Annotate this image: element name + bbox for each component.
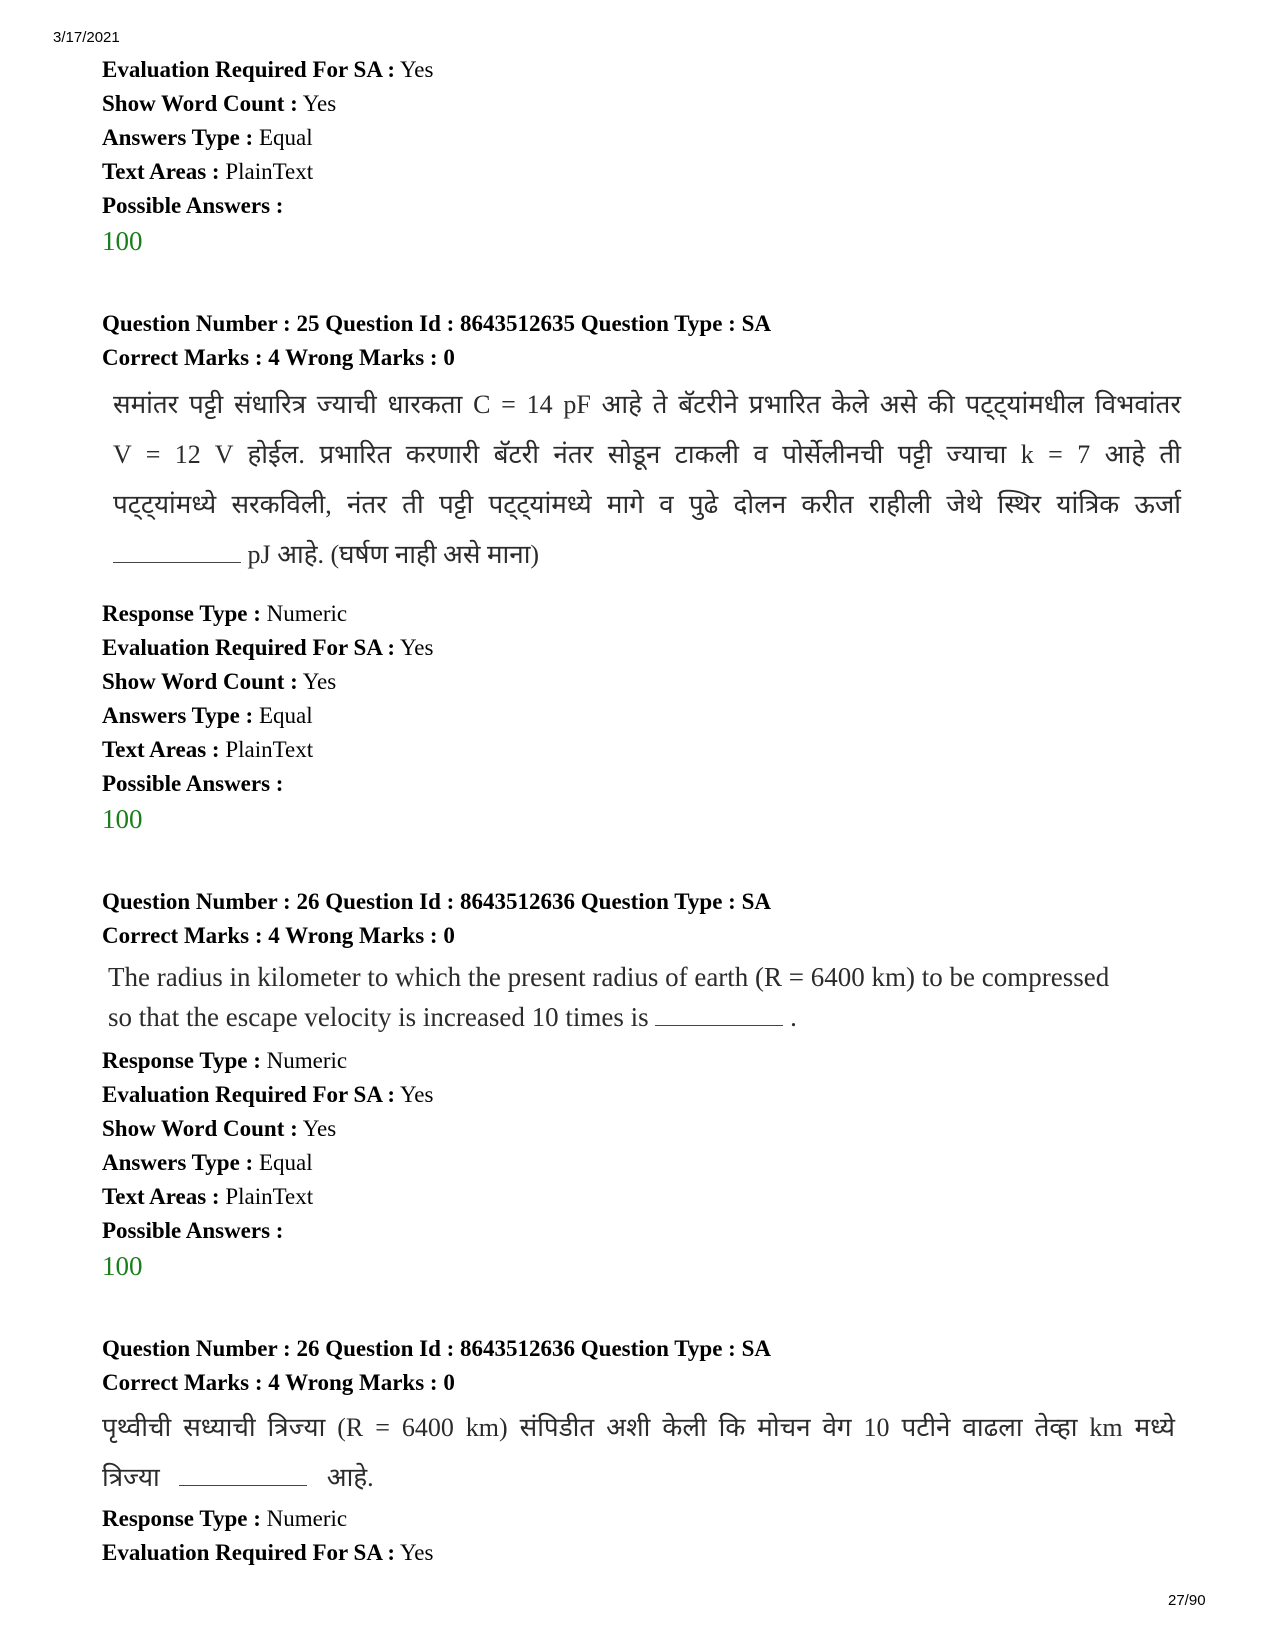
question-marks: Correct Marks : 4 Wrong Marks : 0 (102, 345, 455, 370)
previous-question-tail (102, 53, 433, 261)
possible-answers-label: Possible Answers : (102, 193, 284, 218)
answer-blank (655, 1024, 783, 1026)
possible-answers-label: Possible Answers : (102, 771, 284, 796)
word-count-row (102, 87, 433, 121)
question-text-fragment: त्रिज्या (102, 1463, 160, 1492)
answers-type-row (102, 1146, 433, 1180)
response-type-row (102, 1044, 433, 1078)
possible-answer-value: 100 (102, 226, 143, 256)
possible-answers-label: Possible Answers : (102, 1218, 284, 1243)
question-26-marathi-header (102, 1332, 771, 1400)
evaluation-label: Evaluation Required For SA : (102, 635, 396, 660)
answers-type-label: Answers Type : (102, 1150, 254, 1175)
evaluation-value: Yes (400, 635, 434, 660)
question-text-line-with-blank (113, 535, 539, 571)
question-text-line: समांतर पट्टी संधारित्र ज्याची धारकता C = 14 pF आहे ते बॅटरीने प्रभारित केले असे की पट्ट्यांमधील विभवांतर (113, 390, 1181, 419)
question-26-marathi-meta (102, 1502, 433, 1570)
response-type-label: Response Type : (102, 601, 261, 626)
text-areas-row (102, 733, 433, 767)
question-text-line-with-blank (102, 1458, 374, 1494)
question-26-header (102, 885, 771, 953)
word-count-label: Show Word Count : (102, 91, 298, 116)
word-count-value: Yes (302, 91, 337, 116)
text-areas-label: Text Areas : (102, 1184, 220, 1209)
question-text-fragment: आहे. (326, 1463, 374, 1492)
text-areas-value: PlainText (225, 159, 314, 184)
word-count-row (102, 665, 433, 699)
answers-type-row (102, 699, 433, 733)
word-count-row (102, 1112, 433, 1146)
question-text-fragment: . (790, 1002, 797, 1032)
question-header: Question Number : 25 Question Id : 8643512635 Question Type : SA (102, 311, 771, 336)
evaluation-label: Evaluation Required For SA : (102, 57, 396, 82)
word-count-value: Yes (302, 1116, 337, 1141)
answers-type-label: Answers Type : (102, 125, 254, 150)
evaluation-value: Yes (400, 1540, 434, 1565)
possible-answer-value: 100 (102, 804, 143, 834)
possible-answer-value: 100 (102, 1251, 143, 1281)
question-text-fragment: pJ आहे. (घर्षण नाही असे माना) (247, 540, 540, 569)
evaluation-label: Evaluation Required For SA : (102, 1082, 396, 1107)
question-text-line-with-blank (108, 1002, 797, 1033)
response-type-label: Response Type : (102, 1048, 261, 1073)
text-areas-value: PlainText (225, 737, 314, 762)
response-type-value: Numeric (266, 1506, 348, 1531)
question-text-line: The radius in kilometer to which the present radius of earth (R = 6400 km) to be compressed (108, 962, 1110, 992)
evaluation-row (102, 1078, 433, 1112)
question-26-meta (102, 1044, 433, 1286)
response-type-value: Numeric (266, 1048, 348, 1073)
response-type-row (102, 597, 433, 631)
question-25-header (102, 307, 771, 375)
word-count-label: Show Word Count : (102, 1116, 298, 1141)
response-type-row (102, 1502, 433, 1536)
answers-type-value: Equal (258, 703, 313, 728)
question-25-meta (102, 597, 433, 839)
question-text-line: पृथ्वीची सध्याची त्रिज्या (R = 6400 km) संपिडीत अशी केली कि मोचन वेग 10 पटीने वाढला तेव्हा km मध्ये (102, 1413, 1175, 1442)
question-text-line: V = 12 V होईल. प्रभारित करणारी बॅटरी नंतर सोडून टाकली व पोर्सेलीनची पट्टी ज्याचा k = 7 आहे ती (113, 440, 1181, 469)
word-count-label: Show Word Count : (102, 669, 298, 694)
word-count-value: Yes (302, 669, 337, 694)
possible-answers-row (102, 767, 433, 801)
answers-type-row (102, 121, 433, 155)
evaluation-row (102, 53, 433, 87)
answer-blank (179, 1484, 307, 1486)
question-text-line: पट्ट्यांमध्ये सरकविली, नंतर ती पट्टी पट्ट्यांमध्ये मागे व पुढे दोलन करीत राहीली जेथे स्थिर यांत्रिक ऊर्जा (113, 490, 1181, 519)
evaluation-value: Yes (400, 57, 434, 82)
question-marks: Correct Marks : 4 Wrong Marks : 0 (102, 1370, 455, 1395)
text-areas-row (102, 155, 433, 189)
answers-type-label: Answers Type : (102, 703, 254, 728)
answer-blank (113, 561, 241, 563)
evaluation-value: Yes (400, 1082, 434, 1107)
answers-type-value: Equal (258, 125, 313, 150)
question-header: Question Number : 26 Question Id : 8643512636 Question Type : SA (102, 1336, 771, 1361)
text-areas-row (102, 1180, 433, 1214)
question-marks: Correct Marks : 4 Wrong Marks : 0 (102, 923, 455, 948)
page-date: 3/17/2021 (53, 29, 120, 46)
response-type-value: Numeric (266, 601, 348, 626)
evaluation-row (102, 631, 433, 665)
possible-answers-row (102, 189, 433, 223)
text-areas-value: PlainText (225, 1184, 314, 1209)
answers-type-value: Equal (258, 1150, 313, 1175)
evaluation-row (102, 1536, 433, 1570)
evaluation-label: Evaluation Required For SA : (102, 1540, 396, 1565)
question-text-fragment: so that the escape velocity is increased 10 times is (108, 1002, 649, 1032)
question-header: Question Number : 26 Question Id : 8643512636 Question Type : SA (102, 889, 771, 914)
text-areas-label: Text Areas : (102, 737, 220, 762)
response-type-label: Response Type : (102, 1506, 261, 1531)
text-areas-label: Text Areas : (102, 159, 220, 184)
possible-answers-row (102, 1214, 433, 1248)
page-number: 27/90 (1168, 1592, 1206, 1609)
